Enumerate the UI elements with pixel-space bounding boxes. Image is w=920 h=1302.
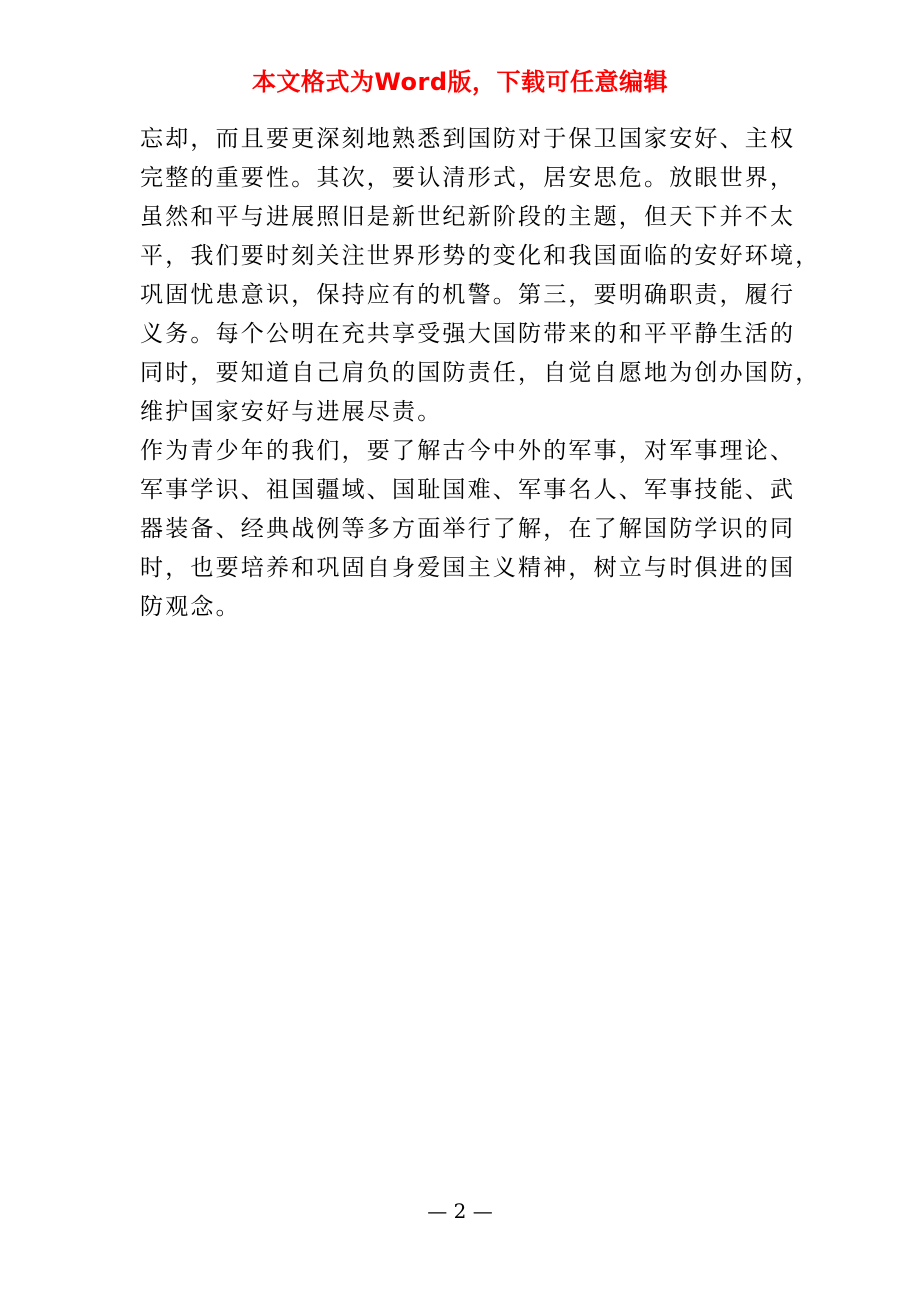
paragraph-line: 平，我们要时刻关注世界形势的变化和我国面临的安好环境， <box>140 243 821 269</box>
paragraph-line: 虽然和平与进展照旧是新世纪新阶段的主题，但天下并不太 <box>140 204 796 230</box>
paragraph-line: 义务。每个公明在充共享受强大国防带来的和平平静生活的 <box>140 321 796 347</box>
paragraph-1 <box>140 120 821 432</box>
word-format-banner: 本文格式为Word版，下载可任意编辑 <box>251 68 669 96</box>
paragraph-line: 时，也要培养和巩固自身爱国主义精神，树立与时俱进的国 <box>140 555 796 581</box>
paragraph-line: 防观念。 <box>140 594 241 620</box>
paragraph-line: 作为青少年的我们，要了解古今中外的军事，对军事理论、 <box>140 438 796 464</box>
paragraph-line: 维护国家安好与进展尽责。 <box>140 399 443 425</box>
paragraph-line: 巩固忧患意识，保持应有的机警。第三，要明确职责，履行 <box>140 282 796 308</box>
document-body <box>140 120 821 627</box>
paragraph-line: 忘却，而且要更深刻地熟悉到国防对于保卫国家安好、主权 <box>140 126 796 152</box>
paragraph-line: 军事学识、祖国疆域、国耻国难、军事名人、军事技能、武 <box>140 477 796 503</box>
paragraph-line: 完整的重要性。其次，要认清形式，居安思危。放眼世界， <box>140 165 796 191</box>
paragraph-line: 器装备、经典战例等多方面举行了解，在了解国防学识的同 <box>140 516 796 542</box>
paragraph-2 <box>140 432 796 627</box>
paragraph-line: 同时，要知道自己肩负的国防责任，自觉自愿地为创办国防， <box>140 360 821 386</box>
page-number: — 2 — <box>427 1199 493 1223</box>
